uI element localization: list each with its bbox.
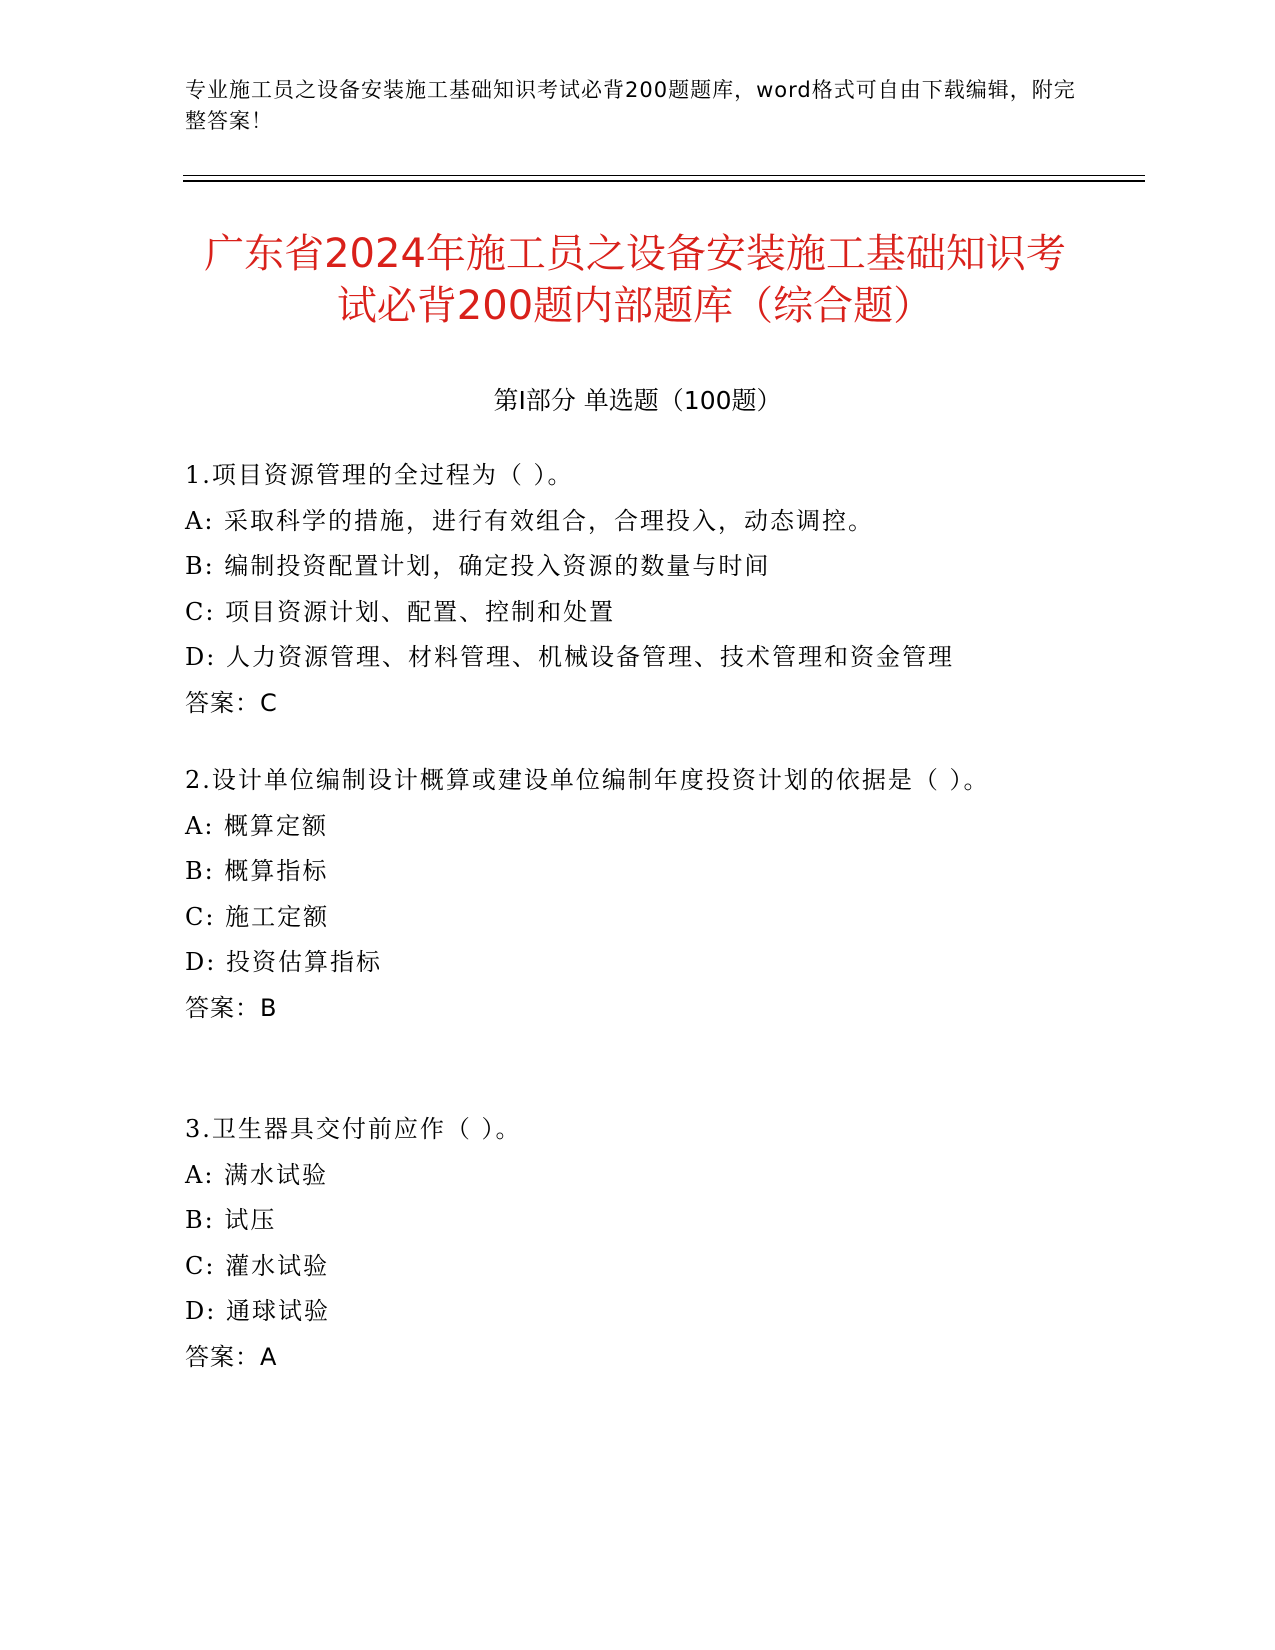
document-title: 广东省2024年施工员之设备安装施工基础知识考试必背200题内部题库（综合题） <box>204 231 1066 329</box>
header-divider-thick <box>183 180 1145 182</box>
question-stem: 1.项目资源管理的全过程为（ ）。 <box>185 461 574 489</box>
section-title: 第Ⅰ部分 单选题（100题） <box>493 386 782 415</box>
question-option: D: 投资估算指标 <box>185 948 382 976</box>
question-option: C: 项目资源计划、配置、控制和处置 <box>185 597 616 626</box>
question-option: A: 采取科学的措施，进行有效组合，合理投入，动态调控。 <box>185 506 875 535</box>
question-option: C: 灌水试验 <box>185 1251 330 1280</box>
question-option: D: 人力资源管理、材料管理、机械设备管理、技术管理和资金管理 <box>185 643 954 671</box>
question-block <box>185 758 1065 1031</box>
header-divider-thin <box>183 175 1145 176</box>
question-option: A: 概算定额 <box>185 811 329 840</box>
question-block <box>185 453 1065 726</box>
question-option: A: 满水试验 <box>185 1160 329 1189</box>
question-option: D: 通球试验 <box>185 1297 330 1325</box>
question-answer: 答案：C <box>185 688 278 717</box>
question-stem: 3.卫生器具交付前应作（ ）。 <box>185 1115 522 1143</box>
question-option: B: 概算指标 <box>185 857 329 885</box>
question-answer: 答案：A <box>185 1342 278 1371</box>
question-option: C: 施工定额 <box>185 902 330 931</box>
question-answer: 答案：B <box>185 993 278 1022</box>
question-option: B: 试压 <box>185 1206 277 1234</box>
question-stem: 2.设计单位编制设计概算或建设单位编制年度投资计划的依据是（ ）。 <box>185 766 990 794</box>
question-option: B: 编制投资配置计划，确定投入资源的数量与时间 <box>185 552 771 580</box>
question-block <box>185 1107 1065 1380</box>
header-note: 专业施工员之设备安装施工基础知识考试必背200题题库，word格式可自由下载编辑，附完整答案！ <box>185 78 1076 133</box>
